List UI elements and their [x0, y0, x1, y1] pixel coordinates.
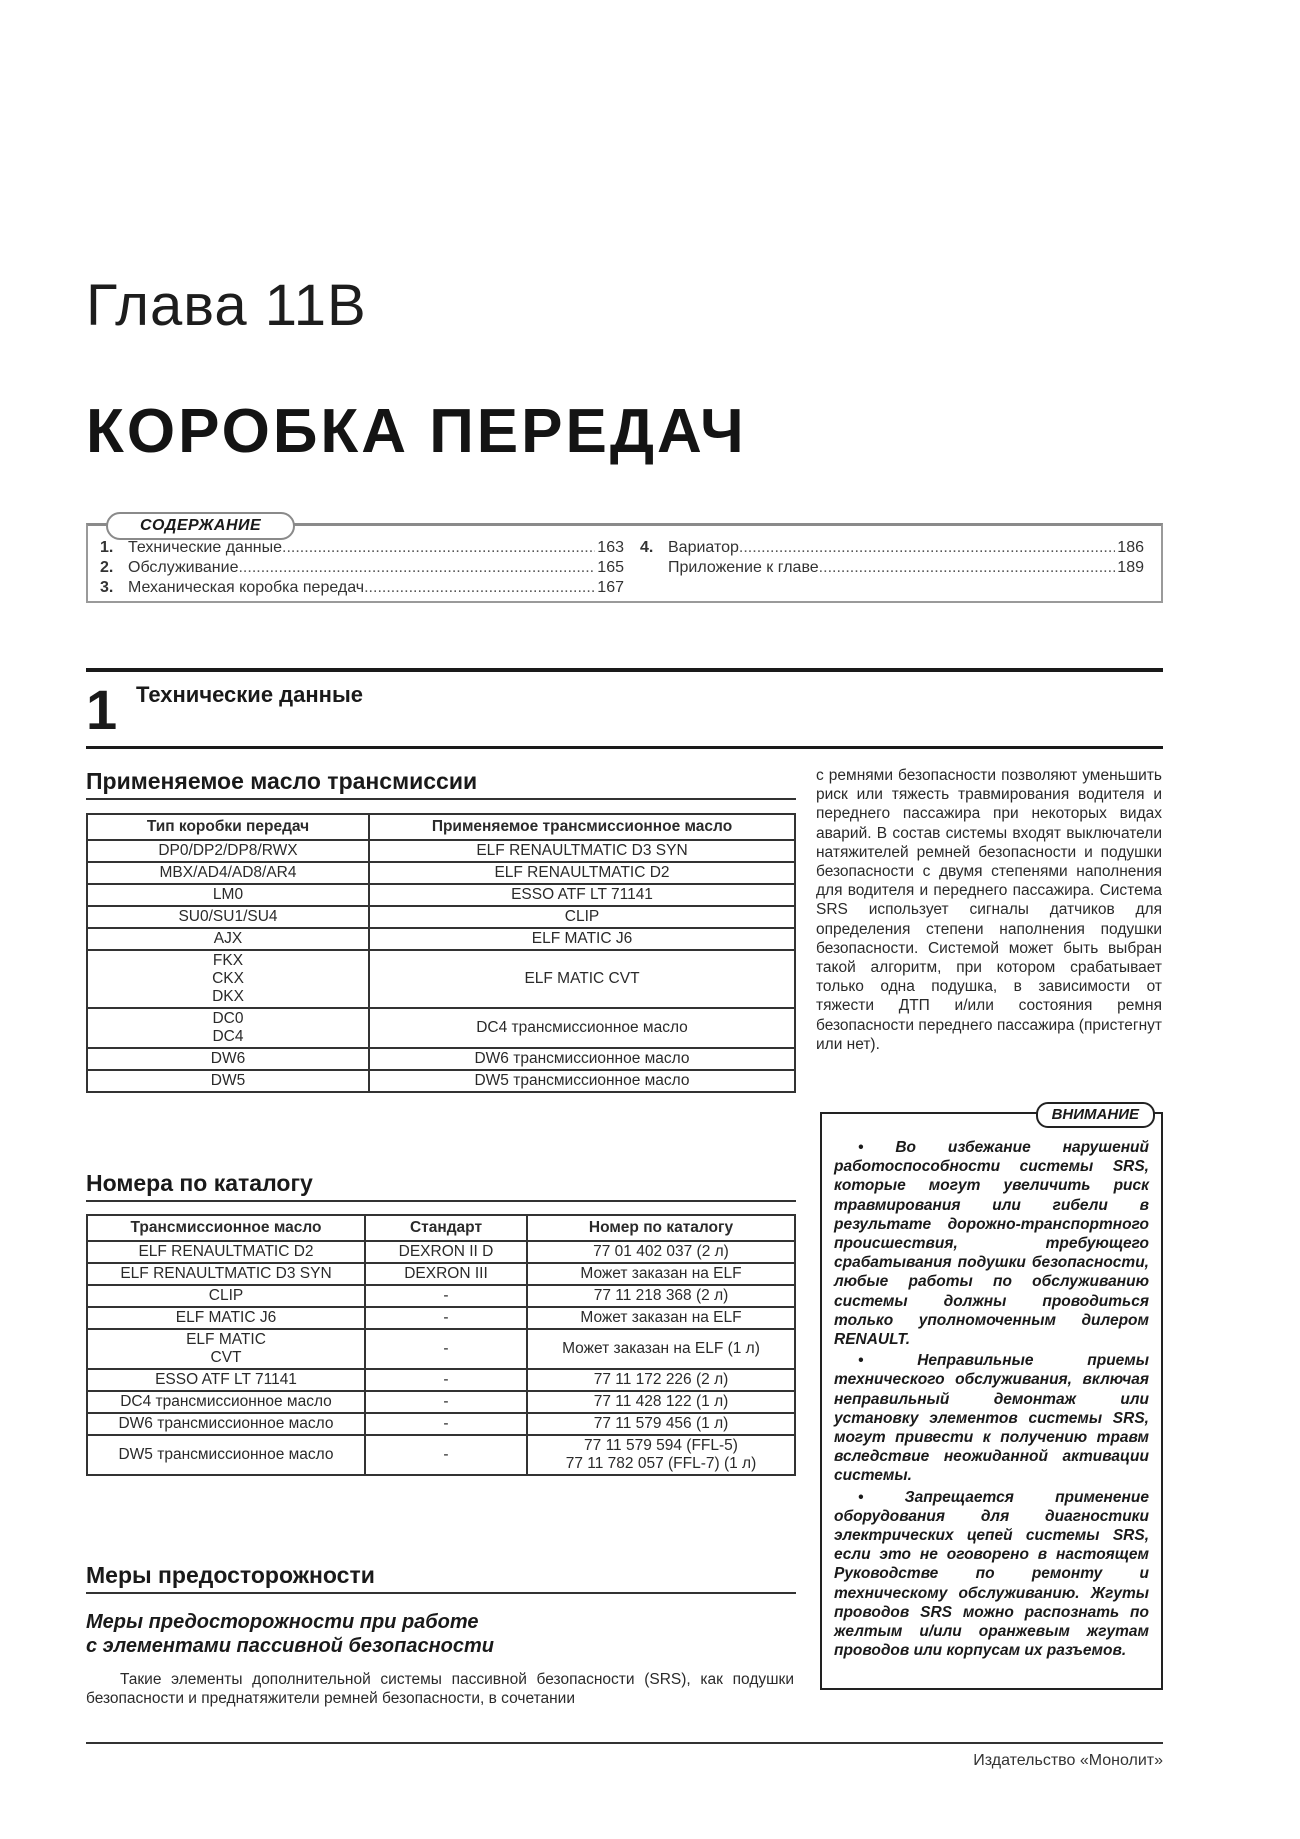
- table-header-cell: Стандарт: [365, 1215, 527, 1241]
- contents-item-title: Механическая коробка передач: [128, 579, 365, 596]
- contents-item-title: Обслуживание: [128, 559, 239, 576]
- precautions-heading: Меры предосторожности: [86, 1562, 796, 1594]
- table-cell-line: 77 11 782 057 (FFL-7) (1 л): [565, 1455, 757, 1472]
- table-cell-line: 77 11 579 594 (FFL-5): [584, 1437, 738, 1454]
- contents-item-page: 167: [597, 579, 624, 596]
- contents-item: [640, 538, 1144, 558]
- table-cell-line: DEXRON III: [404, 1265, 488, 1282]
- table-cell-line: DW5 трансмиссионное масло: [118, 1446, 334, 1463]
- contents-item-number: 4.: [640, 539, 654, 556]
- contents-item-number: 3.: [100, 579, 114, 596]
- table-cell: [87, 884, 369, 906]
- catalog-table: [86, 1214, 796, 1476]
- table-cell-line: DKX: [212, 988, 244, 1005]
- precautions-body: Такие элементы дополнительной системы пассивной безопасности (SRS), как подушки безопасности и преднатяжители ремней безопасности, в сочетании: [86, 1671, 794, 1707]
- table-cell: [527, 1435, 795, 1475]
- section-number: 1: [86, 678, 118, 741]
- contents-leader-dots: [282, 538, 595, 558]
- table-cell-line: AJX: [213, 930, 243, 947]
- table-cell: [87, 1435, 365, 1475]
- table-cell-line: Может заказан на ELF: [580, 1265, 742, 1282]
- warning-item: • Запрещается применение оборудования для диагностики электрических цепей системы SRS, если это не оговорено в настоящем Руководстве по ремонту и техническому обслуживанию. Жгуты проводов SRS можно распознать по желтым и/или оранжевым жгутам проводов или корпусам их разъемов.: [834, 1488, 1149, 1660]
- contents-item: [100, 558, 624, 578]
- table-cell: [87, 1307, 365, 1329]
- table-cell: [527, 1263, 795, 1285]
- table-cell: [87, 1263, 365, 1285]
- table-cell-line: MBX/AD4/AD8/AR4: [159, 864, 297, 881]
- oil-table: [86, 813, 796, 1093]
- contents-item-number: 2.: [100, 559, 114, 576]
- table-cell-line: CKX: [212, 970, 244, 987]
- contents-item-page: 189: [1117, 559, 1144, 576]
- contents-leader-dots: [739, 538, 1115, 558]
- table-row: [87, 840, 795, 862]
- contents-left-column: [100, 538, 624, 598]
- table-cell-line: Может заказан на ELF (1 л): [562, 1340, 760, 1357]
- table-cell-line: ELF MATIC: [186, 1331, 266, 1348]
- table-cell-line: ELF RENAULTMATIC D2: [494, 864, 670, 881]
- table-header-cell: Тип коробки передач: [87, 814, 369, 840]
- chapter-title: КОРОБКА ПЕРЕДАЧ: [86, 397, 747, 466]
- table-cell: [87, 950, 369, 1008]
- table-cell: [369, 840, 795, 862]
- contents-item-title: Технические данные: [128, 539, 283, 556]
- table-cell-line: 77 11 579 456 (1 л): [593, 1415, 729, 1432]
- table-cell: [365, 1285, 527, 1307]
- table-row: [87, 1307, 795, 1329]
- table-cell-line: DW6 трансмиссионное масло: [118, 1415, 334, 1432]
- table-row: [87, 1263, 795, 1285]
- table-row: [87, 1008, 795, 1048]
- contents-item-number: [640, 558, 668, 578]
- table-cell-line: -: [443, 1415, 449, 1432]
- table-cell: [365, 1241, 527, 1263]
- contents-item-title: Приложение к главе: [668, 559, 819, 576]
- table-cell: [369, 1070, 795, 1092]
- table-cell: [527, 1241, 795, 1263]
- table-row: [87, 1369, 795, 1391]
- chapter-number: Глава 11В: [86, 273, 367, 338]
- table-cell: [87, 1008, 369, 1048]
- table-cell-line: DEXRON II D: [398, 1243, 494, 1260]
- contents-item-page: 163: [597, 539, 624, 556]
- table-cell: [87, 1048, 369, 1070]
- table-cell: [365, 1369, 527, 1391]
- section-rule-bottom: [86, 746, 1163, 749]
- table-cell-line: DW5: [210, 1072, 246, 1089]
- contents-item-number: 1.: [100, 539, 114, 556]
- table-cell: [369, 906, 795, 928]
- contents-box: [86, 517, 1163, 603]
- table-cell-line: DC4: [212, 1028, 244, 1045]
- table-cell: [369, 884, 795, 906]
- table-cell: [365, 1435, 527, 1475]
- table-row: [87, 906, 795, 928]
- table-cell-line: ELF MATIC J6: [175, 1309, 277, 1326]
- contents-leader-dots: [364, 578, 595, 598]
- table-cell: [87, 1369, 365, 1391]
- table-cell-line: ELF RENAULTMATIC D3 SYN: [120, 1265, 332, 1282]
- table-row: [87, 1329, 795, 1369]
- precautions-subheading-line1: Меры предосторожности при работе: [86, 1611, 479, 1633]
- table-cell-line: LM0: [212, 886, 244, 903]
- contents-leader-dots: [819, 558, 1116, 578]
- table-cell-line: 77 11 428 122 (1 л): [593, 1393, 729, 1410]
- table-cell: [527, 1391, 795, 1413]
- table-cell-line: CLIP: [208, 1287, 244, 1304]
- table-row: [87, 1413, 795, 1435]
- table-cell-line: Может заказан на ELF: [580, 1309, 742, 1326]
- contents-label: СОДЕРЖАНИЕ: [106, 512, 295, 540]
- table-cell-line: ELF MATIC J6: [531, 930, 633, 947]
- table-cell: [87, 862, 369, 884]
- contents-item-page: 186: [1117, 539, 1144, 556]
- table-cell-line: ELF RENAULTMATIC D2: [138, 1243, 314, 1260]
- table-row: [87, 928, 795, 950]
- table-cell: [87, 928, 369, 950]
- table-cell-line: ELF RENAULTMATIC D3 SYN: [476, 842, 688, 859]
- section-rule-top: [86, 668, 1163, 672]
- contents-leader-dots: [238, 558, 595, 578]
- precautions-subheading: [86, 1610, 796, 1658]
- table-row: [87, 1241, 795, 1263]
- table-cell: [365, 1329, 527, 1369]
- table-row: [87, 1391, 795, 1413]
- table-cell: [87, 1285, 365, 1307]
- table-row: [87, 884, 795, 906]
- table-cell: [527, 1413, 795, 1435]
- table-cell-line: ESSO ATF LT 71141: [511, 886, 653, 903]
- contents-item: [100, 578, 624, 598]
- table-cell-line: 77 11 172 226 (2 л): [593, 1371, 729, 1388]
- table-cell-line: CVT: [210, 1349, 242, 1366]
- precautions-subheading-line2: с элементами пассивной безопасности: [86, 1635, 494, 1657]
- catalog-heading: Номера по каталогу: [86, 1170, 796, 1202]
- table-cell: [527, 1369, 795, 1391]
- table-cell-line: DP0/DP2/DP8/RWX: [158, 842, 298, 859]
- oil-heading: Применяемое масло трансмиссии: [86, 768, 796, 800]
- section-title: Технические данные: [136, 682, 363, 707]
- table-cell-line: FKX: [212, 952, 244, 969]
- table-cell: [87, 1391, 365, 1413]
- table-cell-line: -: [443, 1371, 449, 1388]
- warning-box: [820, 1106, 1163, 1690]
- table-cell: [369, 950, 795, 1008]
- table-cell: [87, 906, 369, 928]
- table-cell-line: DW6: [210, 1050, 246, 1067]
- contents-item-title: Вариатор: [668, 539, 739, 556]
- table-header-cell: Трансмиссионное масло: [87, 1215, 365, 1241]
- footer-rule: [86, 1742, 1163, 1744]
- table-cell-line: -: [443, 1340, 449, 1357]
- table-cell: [365, 1307, 527, 1329]
- table-row: [87, 1435, 795, 1475]
- table-cell-line: -: [443, 1287, 449, 1304]
- table-cell: [365, 1391, 527, 1413]
- table-row: [87, 1070, 795, 1092]
- table-cell: [87, 840, 369, 862]
- table-cell-line: -: [443, 1446, 449, 1463]
- table-cell-line: ESSO ATF LT 71141: [155, 1371, 297, 1388]
- table-cell: [527, 1329, 795, 1369]
- table-cell: [369, 862, 795, 884]
- table-cell-line: SU0/SU1/SU4: [178, 908, 278, 925]
- table-cell-line: DW5 трансмиссионное масло: [474, 1072, 690, 1089]
- table-cell: [365, 1413, 527, 1435]
- table-cell: [369, 928, 795, 950]
- table-cell-line: DC0: [212, 1010, 244, 1027]
- table-cell: [369, 1008, 795, 1048]
- table-cell: [87, 1070, 369, 1092]
- table-header-cell: Применяемое трансмиссионное масло: [369, 814, 795, 840]
- contents-item: [640, 558, 1144, 578]
- table-row: [87, 1048, 795, 1070]
- table-cell-line: 77 11 218 368 (2 л): [593, 1287, 729, 1304]
- publisher-footer: Издательство «Монолит»: [973, 1752, 1163, 1769]
- table-cell: [87, 1241, 365, 1263]
- table-cell-line: -: [443, 1393, 449, 1410]
- table-row: [87, 950, 795, 1008]
- table-row: [87, 862, 795, 884]
- contents-item-page: 165: [597, 559, 624, 576]
- table-row: [87, 1285, 795, 1307]
- warning-item: • Неправильные приемы технического обслуживания, включая неправильный демонтаж или установку элементов системы SRS, могут привести к получению травм вследствие неожиданной активации системы.: [834, 1352, 1149, 1485]
- contents-right-column: [640, 538, 1144, 578]
- table-cell: [87, 1329, 365, 1369]
- table-cell-line: DC4 трансмиссионное масло: [476, 1019, 688, 1036]
- table-header-cell: Номер по каталогу: [527, 1215, 795, 1241]
- warning-item: • Во избежание нарушений работоспособности системы SRS, которые могут увеличить риск травмирования или гибели в результате дорожно-транспортного происшествия, требующего срабатывания подушки безопасности, любые работы по обслуживанию системы должны проводиться только уполномоченным дилером RENAULT.: [834, 1139, 1149, 1349]
- warning-label: ВНИМАНИЕ: [1036, 1102, 1155, 1128]
- table-cell-line: DW6 трансмиссионное масло: [474, 1050, 690, 1067]
- table-cell-line: -: [443, 1309, 449, 1326]
- contents-item: [100, 538, 624, 558]
- table-cell-line: DC4 трансмиссионное масло: [120, 1393, 332, 1410]
- table-cell: [527, 1285, 795, 1307]
- table-cell: [369, 1048, 795, 1070]
- table-cell: [527, 1307, 795, 1329]
- table-cell-line: 77 01 402 037 (2 л): [593, 1243, 729, 1260]
- table-cell: [87, 1413, 365, 1435]
- srs-description: с ремнями безопасности позволяют уменьшить риск или тяжесть травмирования водителя и переднего пассажира при некоторых видах аварий. В состав системы входят выключатели натяжителей ремней безопасности и подушки безопасности с двумя степенями наполнения для водителя и переднего пассажира. Система SRS использует сигналы датчиков для определения степени наполнения подушки безопасности. Системой может быть выбран такой алгоритм, при котором срабатывает только одна подушка, в зависимости от тяжести ДТП и/или состояния ремня безопасности переднего пассажира (пристегнут или нет).: [816, 767, 1162, 1053]
- table-cell-line: ELF MATIC CVT: [524, 970, 640, 987]
- table-cell: [365, 1263, 527, 1285]
- table-cell-line: CLIP: [564, 908, 600, 925]
